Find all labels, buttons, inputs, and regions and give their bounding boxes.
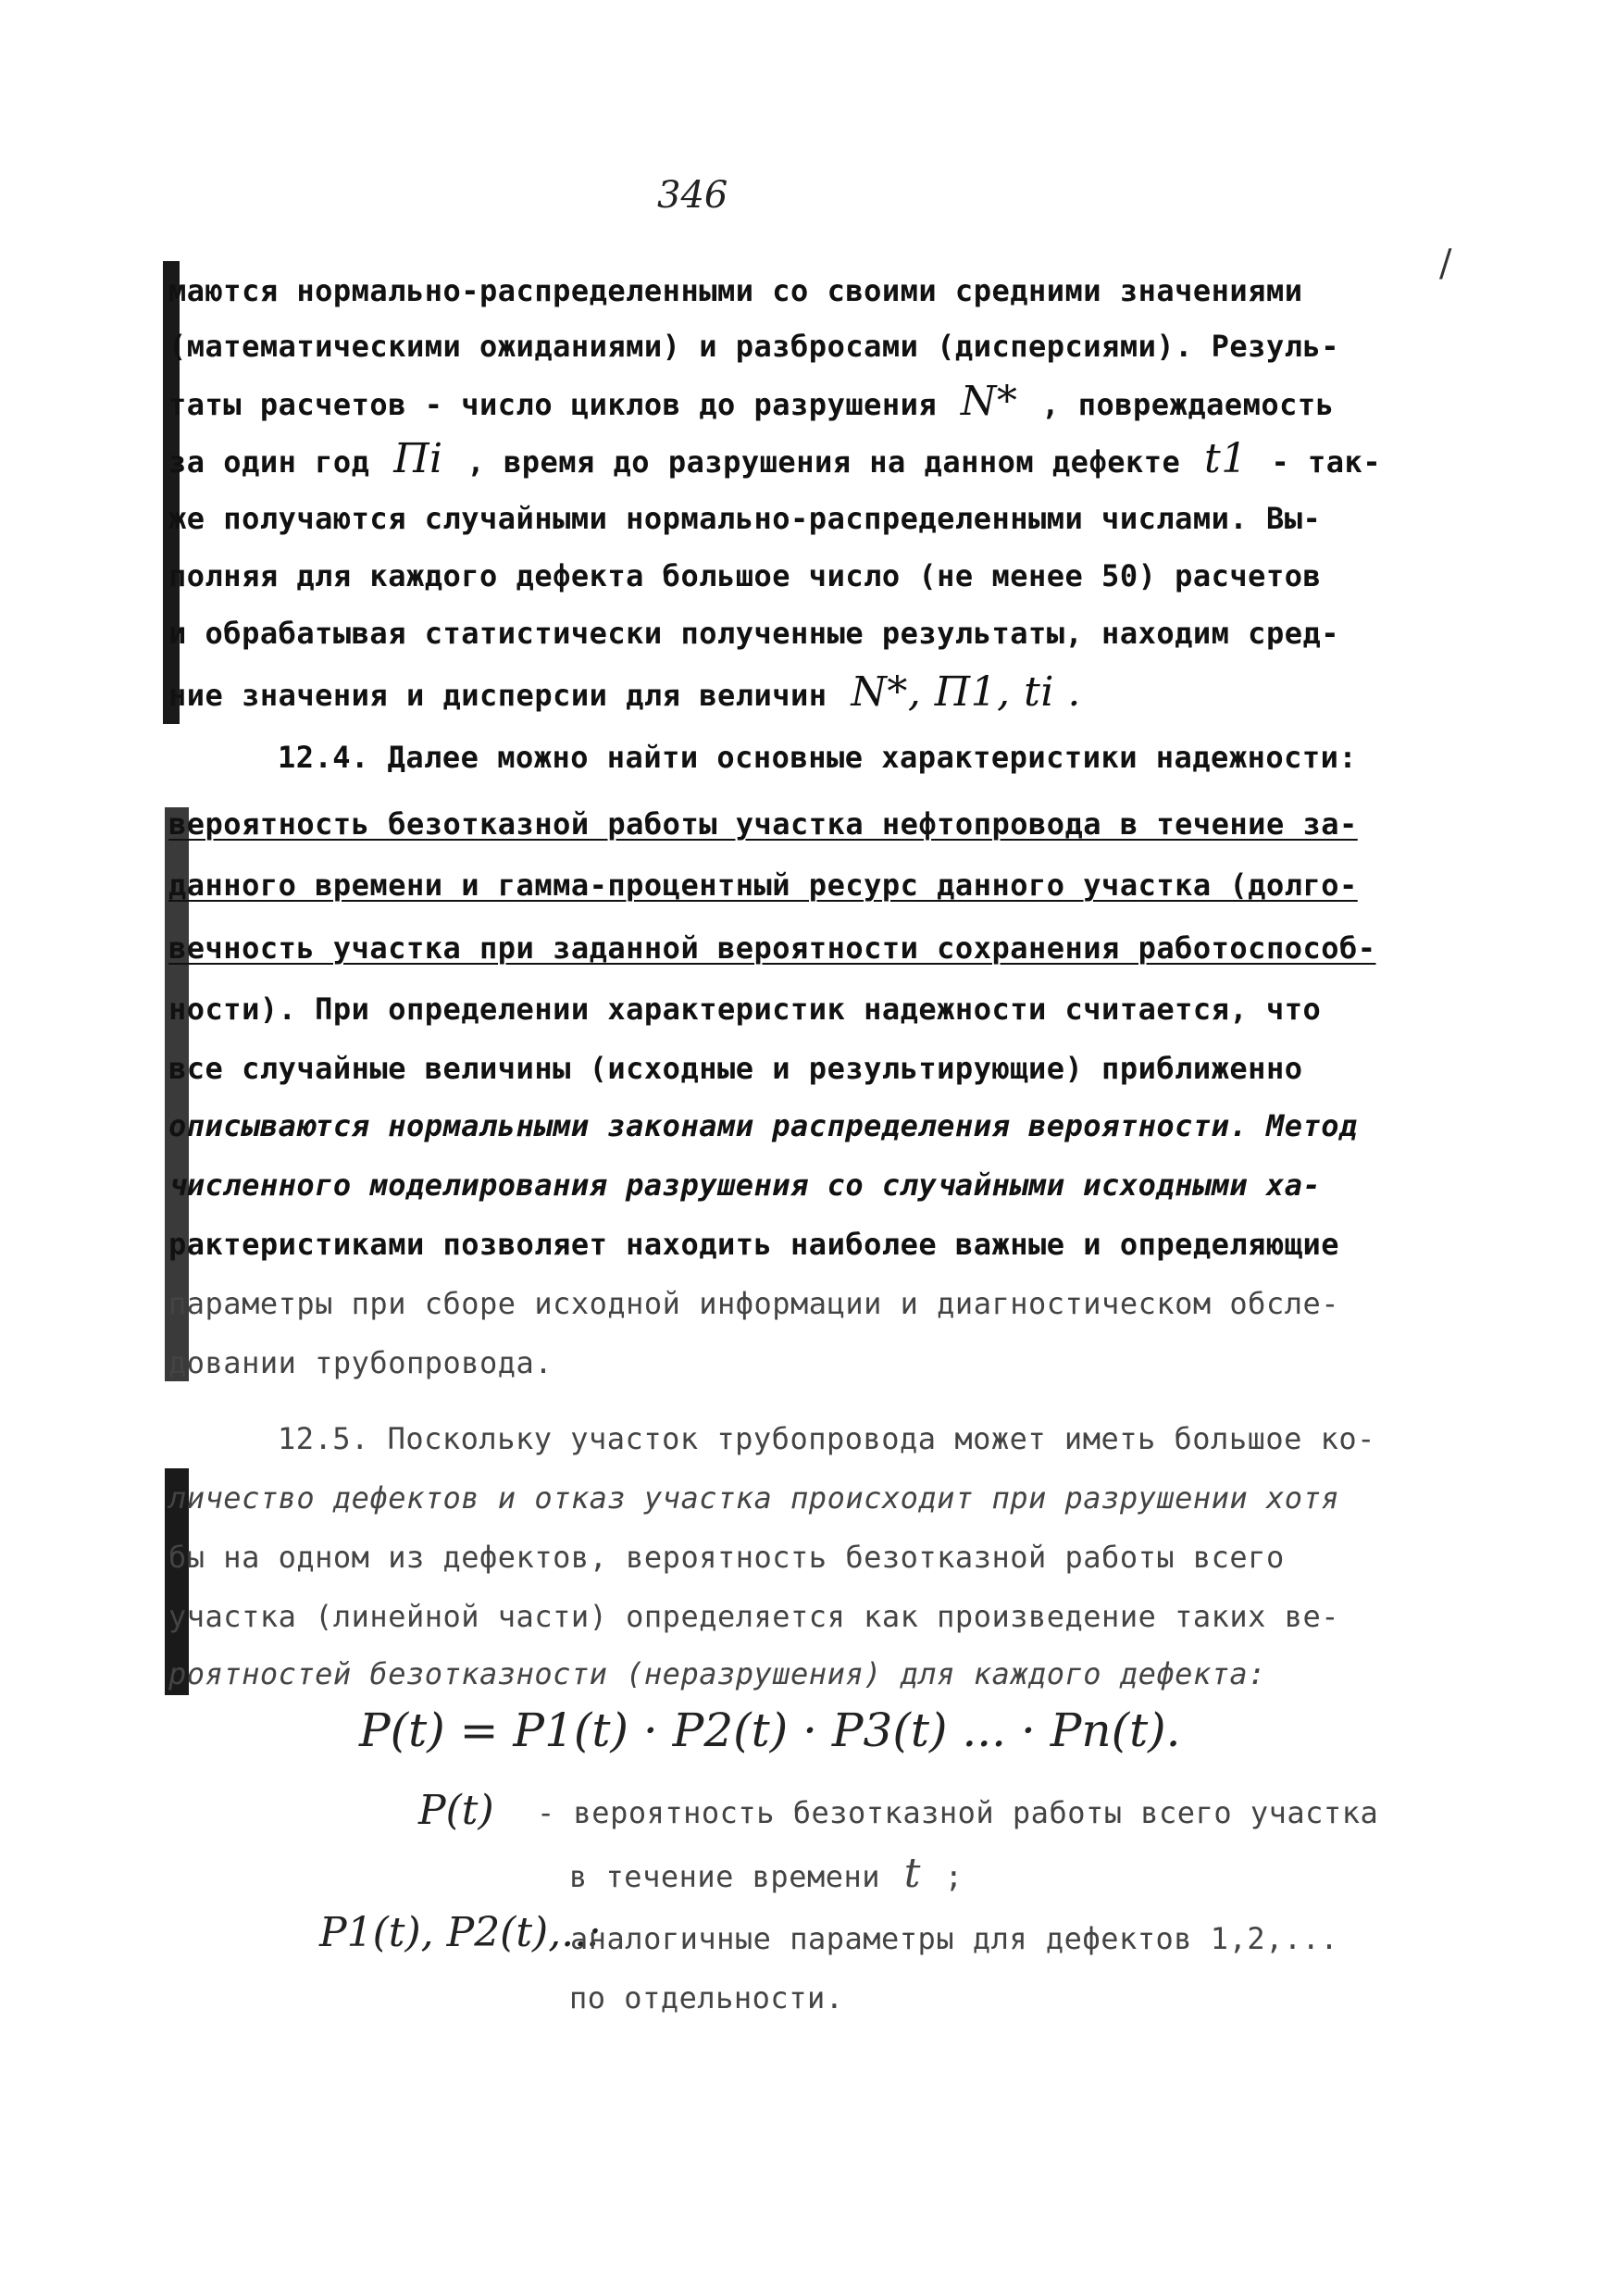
symbol-t1: t1 (1204, 435, 1248, 482)
reliability-product-equation: P(t) = P1(t) · P2(t) · P3(t) ... · Pn(t). (359, 1703, 1181, 1757)
text-line: данного времени и гамма-процентный ресурс данного участка (долго- (168, 867, 1358, 903)
text-line: численного моделирования разрушения со случайными исходными ха- (168, 1167, 1322, 1203)
symbol-t: t (903, 1850, 921, 1897)
text-line (168, 435, 1382, 482)
text-fragment: в течение времени (569, 1859, 881, 1894)
symbol-params: P1(t), P2(t),..: (319, 1909, 601, 1956)
text-line: аналогичные параметры для дефектов 1,2,... (570, 1921, 1339, 1956)
text-line: роятностей безотказности (неразрушения) для каждого дефекта: (168, 1656, 1266, 1691)
text-fragment: таты расчетов - число циклов до разрушения (168, 387, 938, 422)
text-fragment: за один год (168, 444, 370, 480)
symbol-list: N*, П1, ti . (851, 668, 1081, 716)
text-line: бы на одном из дефектов, вероятность безотказной работы всего (168, 1540, 1285, 1575)
text-line: ности). При определении характеристик надежности считается, что (168, 992, 1322, 1027)
text-line: все случайные величины (исходные и результирующие) приближенно (168, 1051, 1303, 1086)
text-line: довании трубопровода. (168, 1345, 554, 1380)
margin-mark: / (1439, 243, 1452, 285)
text-fragment: ; (944, 1859, 964, 1894)
paragraph-12-5-start: 12.5. Поскольку участок трубопровода может иметь большое ко- (278, 1421, 1375, 1456)
text-line: параметры при сборе исходной информации и диагностическом обсле- (168, 1286, 1339, 1321)
text-line: вероятность безотказной работы участка нефтопровода в течение за- (168, 806, 1358, 842)
text-fragment: , время до разрушения на данном дефекте (466, 444, 1181, 480)
text-line: маются нормально-распределенными со своими средними значениями (168, 273, 1303, 308)
text-line: по отдельности. (569, 1980, 844, 2015)
text-line: же получаются случайными нормально-распределенными числами. Вы- (168, 501, 1322, 536)
text-line (168, 378, 1335, 425)
text-line: и обрабатывая статистически полученные результаты, находим сред- (168, 616, 1339, 651)
paragraph-12-4-start: 12.4. Далее можно найти основные характеристики надежности: (278, 740, 1358, 775)
symbol-pi: Пi (393, 435, 443, 482)
text-fragment: , повреждаемость (1041, 387, 1335, 422)
text-line: - вероятность безотказной работы всего участка (537, 1795, 1379, 1830)
text-line: (математическими ожиданиями) и разбросами (дисперсиями). Резуль- (168, 329, 1339, 364)
text-line: личество дефектов и отказ участка происходит при разрушении хотя (168, 1480, 1339, 1516)
text-line: участка (линейной части) определяется как произведение таких ве- (168, 1599, 1339, 1634)
text-line: описываются нормальными законами распределения вероятности. Метод (168, 1108, 1358, 1143)
text-line (569, 1850, 964, 1897)
text-fragment: - так- (1271, 444, 1382, 480)
text-line: рактеристиками позволяет находить наиболее важные и определяющие (168, 1227, 1339, 1262)
text-fragment: ние значения и дисперсии для величин (168, 678, 827, 713)
text-line: вечность участка при заданной вероятности сохранения работоспособ- (168, 930, 1376, 966)
page-number: 346 (657, 174, 728, 217)
text-line: полняя для каждого дефекта большое число (не менее 50) расчетов (168, 558, 1322, 593)
symbol-n-star: N* (960, 378, 1018, 425)
text-line (168, 668, 1087, 716)
symbol-p-t: P(t) (418, 1787, 494, 1834)
